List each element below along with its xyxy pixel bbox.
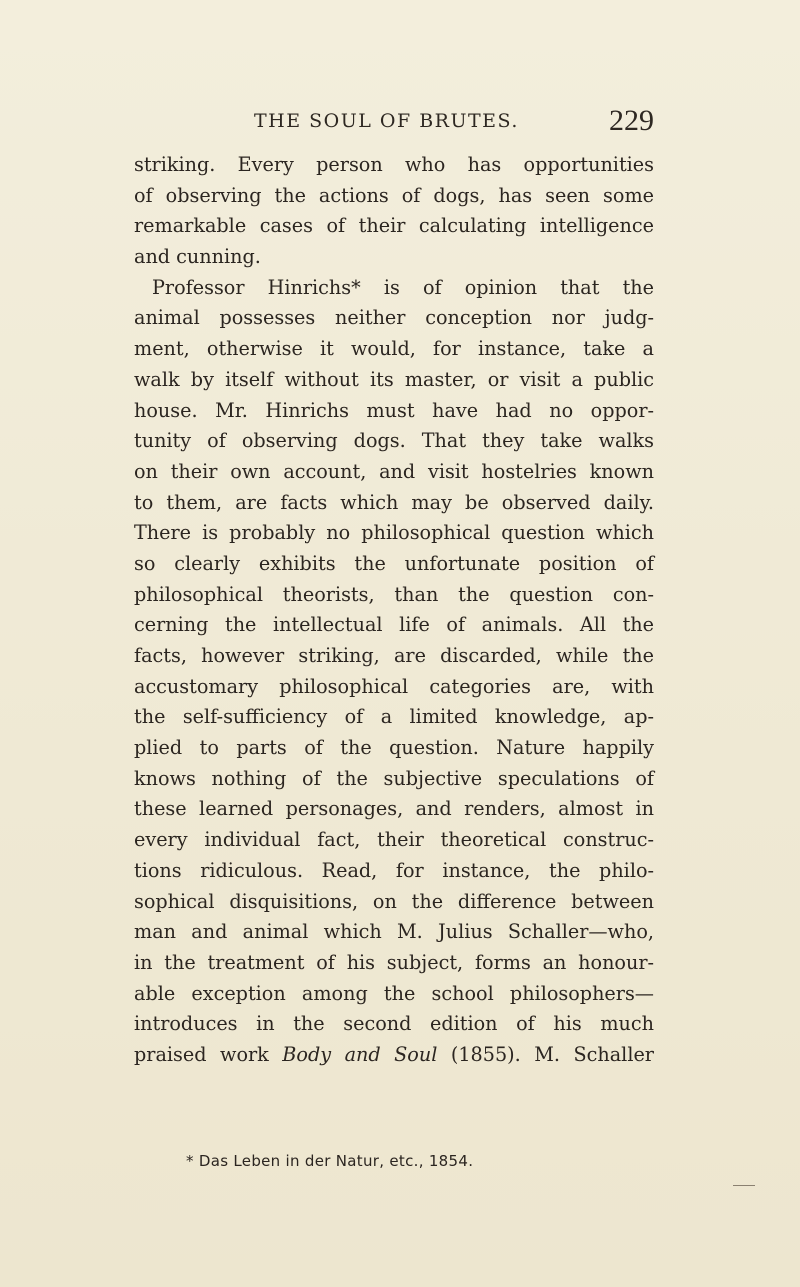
text-line: able exception among the school philosophers— bbox=[134, 981, 654, 1005]
text-segment: praised work bbox=[134, 1042, 283, 1066]
text-line-final bbox=[134, 1040, 654, 1071]
running-title: THE SOUL OF BRUTES. bbox=[254, 110, 519, 132]
book-title: Body and Soul bbox=[282, 1042, 438, 1066]
page-number: 229 bbox=[609, 104, 654, 137]
text-line: to them, are facts which may be observed daily. bbox=[134, 490, 654, 514]
text-line: remarkable cases of their calculating intelligence bbox=[134, 214, 654, 238]
text-line: facts, however striking, are discarded, while the bbox=[134, 644, 654, 667]
text-line: tunity of observing dogs. That they take walks bbox=[134, 429, 654, 453]
text-line: tions ridiculous. Read, for instance, the philo- bbox=[134, 858, 654, 882]
text-segment: (1855). M. Schaller bbox=[437, 1042, 654, 1066]
text-line: and cunning. bbox=[134, 245, 261, 269]
text-line: There is probably no philosophical question which bbox=[134, 521, 654, 545]
text-line: animal possesses neither conception nor judg- bbox=[134, 306, 654, 330]
body-text bbox=[134, 150, 654, 1071]
text-line: sophical disquisitions, on the difference between bbox=[134, 889, 654, 913]
text-line: ment, otherwise it would, for instance, take a bbox=[134, 337, 654, 361]
running-head bbox=[254, 104, 654, 138]
text-line: every individual fact, their theoretical construc- bbox=[134, 828, 654, 852]
text-line: house. Mr. Hinrichs must have had no oppor- bbox=[134, 398, 654, 422]
text-line: in the treatment of his subject, forms an honour- bbox=[134, 950, 654, 974]
text-line: Professor Hinrichs* is of opinion that the bbox=[152, 275, 654, 299]
footnote: * Das Leben in der Natur, etc., 1854. bbox=[186, 1152, 474, 1170]
text-line: plied to parts of the question. Nature happily bbox=[134, 736, 654, 760]
text-line: man and animal which M. Julius Schaller—who, bbox=[134, 920, 654, 944]
text-line: the self-sufficiency of a limited knowledge, ap- bbox=[134, 705, 654, 729]
text-line: accustomary philosophical categories are, with bbox=[134, 674, 654, 698]
page-edge-mark bbox=[733, 1185, 755, 1186]
text-line: of observing the actions of dogs, has seen some bbox=[134, 183, 654, 207]
text-line: these learned personages, and renders, almost in bbox=[134, 797, 654, 821]
text-line: on their own account, and visit hostelries known bbox=[134, 459, 654, 483]
text-line: walk by itself without its master, or visit a public bbox=[134, 367, 654, 391]
text-line: so clearly exhibits the unfortunate position of bbox=[134, 551, 654, 575]
text-line: striking. Every person who has opportunities bbox=[134, 153, 654, 176]
text-line: philosophical theorists, than the question con- bbox=[134, 582, 654, 606]
text-line: introduces in the second edition of his much bbox=[134, 1012, 654, 1036]
text-line: cerning the intellectual life of animals. All the bbox=[134, 613, 654, 637]
text-line: knows nothing of the subjective speculations of bbox=[134, 766, 654, 790]
